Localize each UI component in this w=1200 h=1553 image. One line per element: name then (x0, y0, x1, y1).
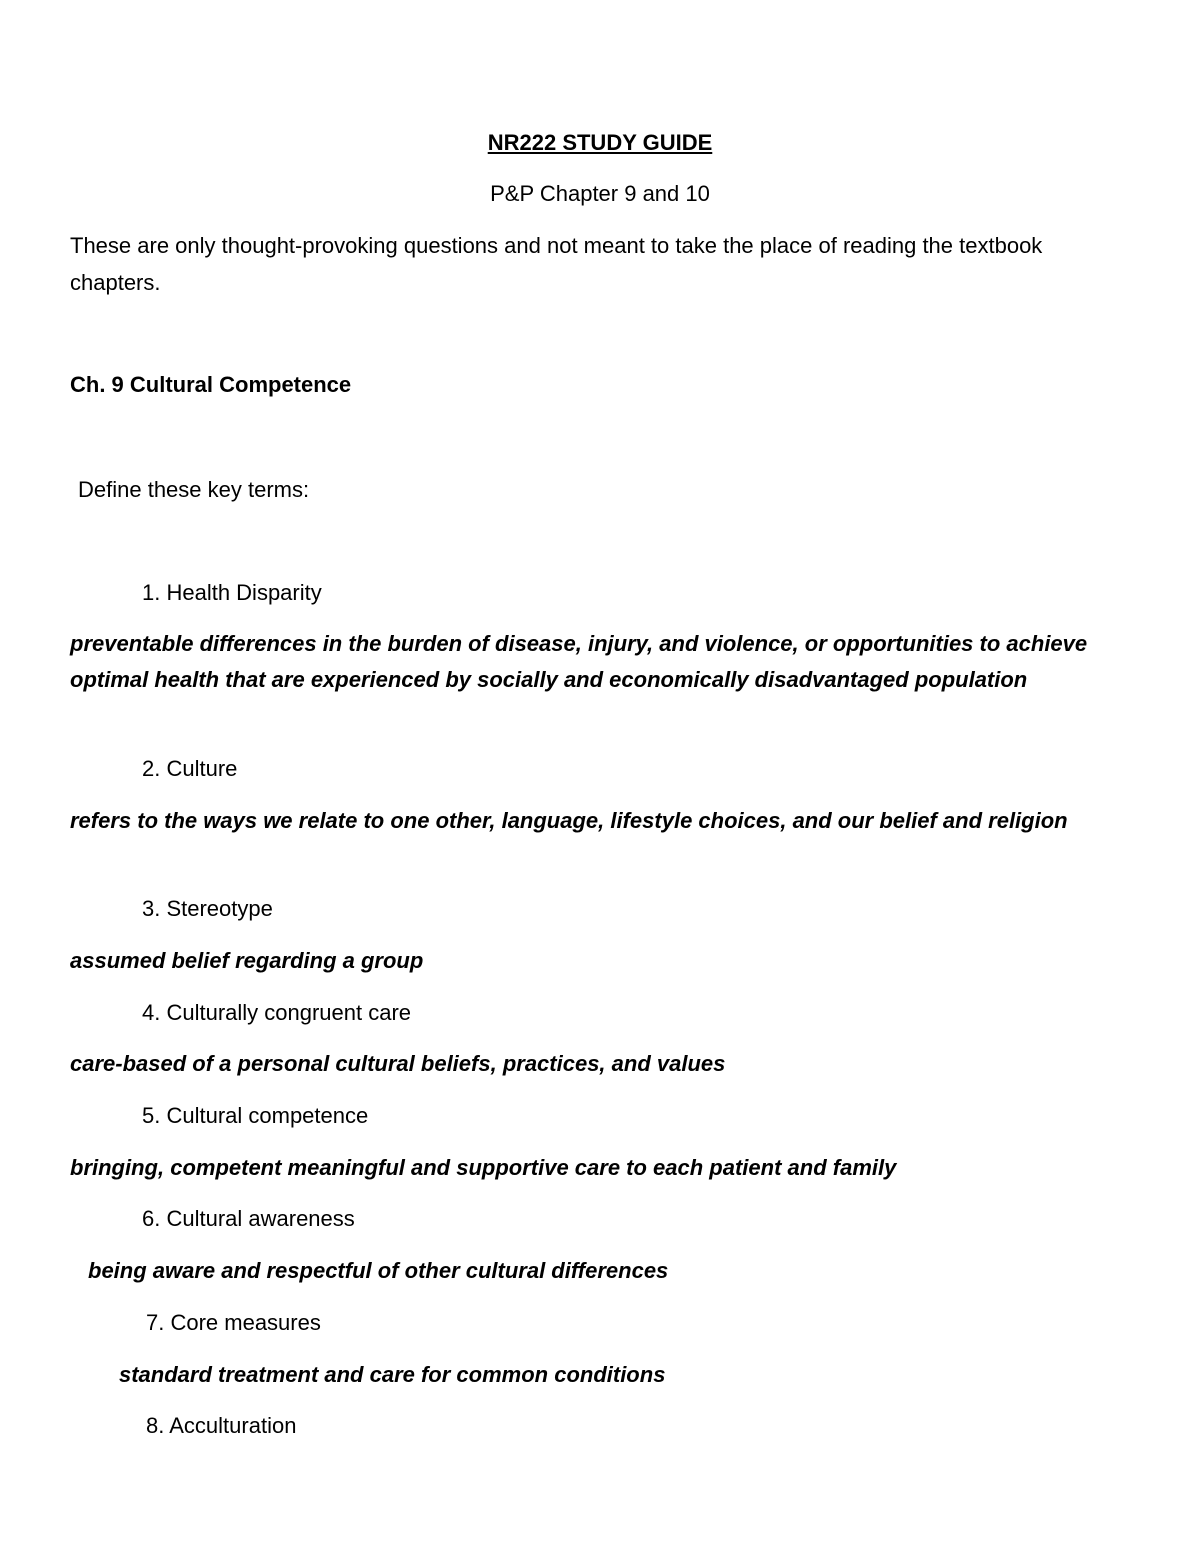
term-label: 4. Culturally congruent care (142, 1000, 412, 1025)
term-label: 3. Stereotype (142, 896, 273, 921)
term-label: 5. Cultural competence (142, 1103, 369, 1128)
intro-paragraph: These are only thought-provoking questions and not meant to take the place of reading the textbook chapters. (70, 233, 1043, 295)
term-label: 8. Acculturation (146, 1413, 297, 1438)
term-definition: being aware and respectful of other cultural differences (88, 1258, 669, 1283)
term-definition: refers to the ways we relate to one other, language, lifestyle choices, and our belief and religion (70, 808, 1068, 833)
term-label: 7. Core measures (146, 1310, 321, 1335)
document-subtitle: P&P Chapter 9 and 10 (490, 181, 710, 206)
term-definition: care-based of a personal cultural beliefs, practices, and values (70, 1051, 726, 1076)
term-definition: standard treatment and care for common conditions (119, 1362, 666, 1387)
chapter-heading: Ch. 9 Cultural Competence (70, 372, 352, 397)
define-prompt: Define these key terms: (78, 477, 310, 502)
term-label: 6. Cultural awareness (142, 1206, 355, 1231)
term-definition: assumed belief regarding a group (70, 948, 424, 973)
document-title: NR222 STUDY GUIDE (487, 130, 713, 155)
term-definition: bringing, competent meaningful and supportive care to each patient and family (70, 1155, 897, 1180)
term-label: 2. Culture (142, 756, 238, 781)
term-label: 1. Health Disparity (142, 580, 322, 605)
term-definition: preventable differences in the burden of disease, injury, and violence, or opportunities to achieve optimal health that are experienced by socially and economically disadvantaged population (70, 631, 1088, 692)
